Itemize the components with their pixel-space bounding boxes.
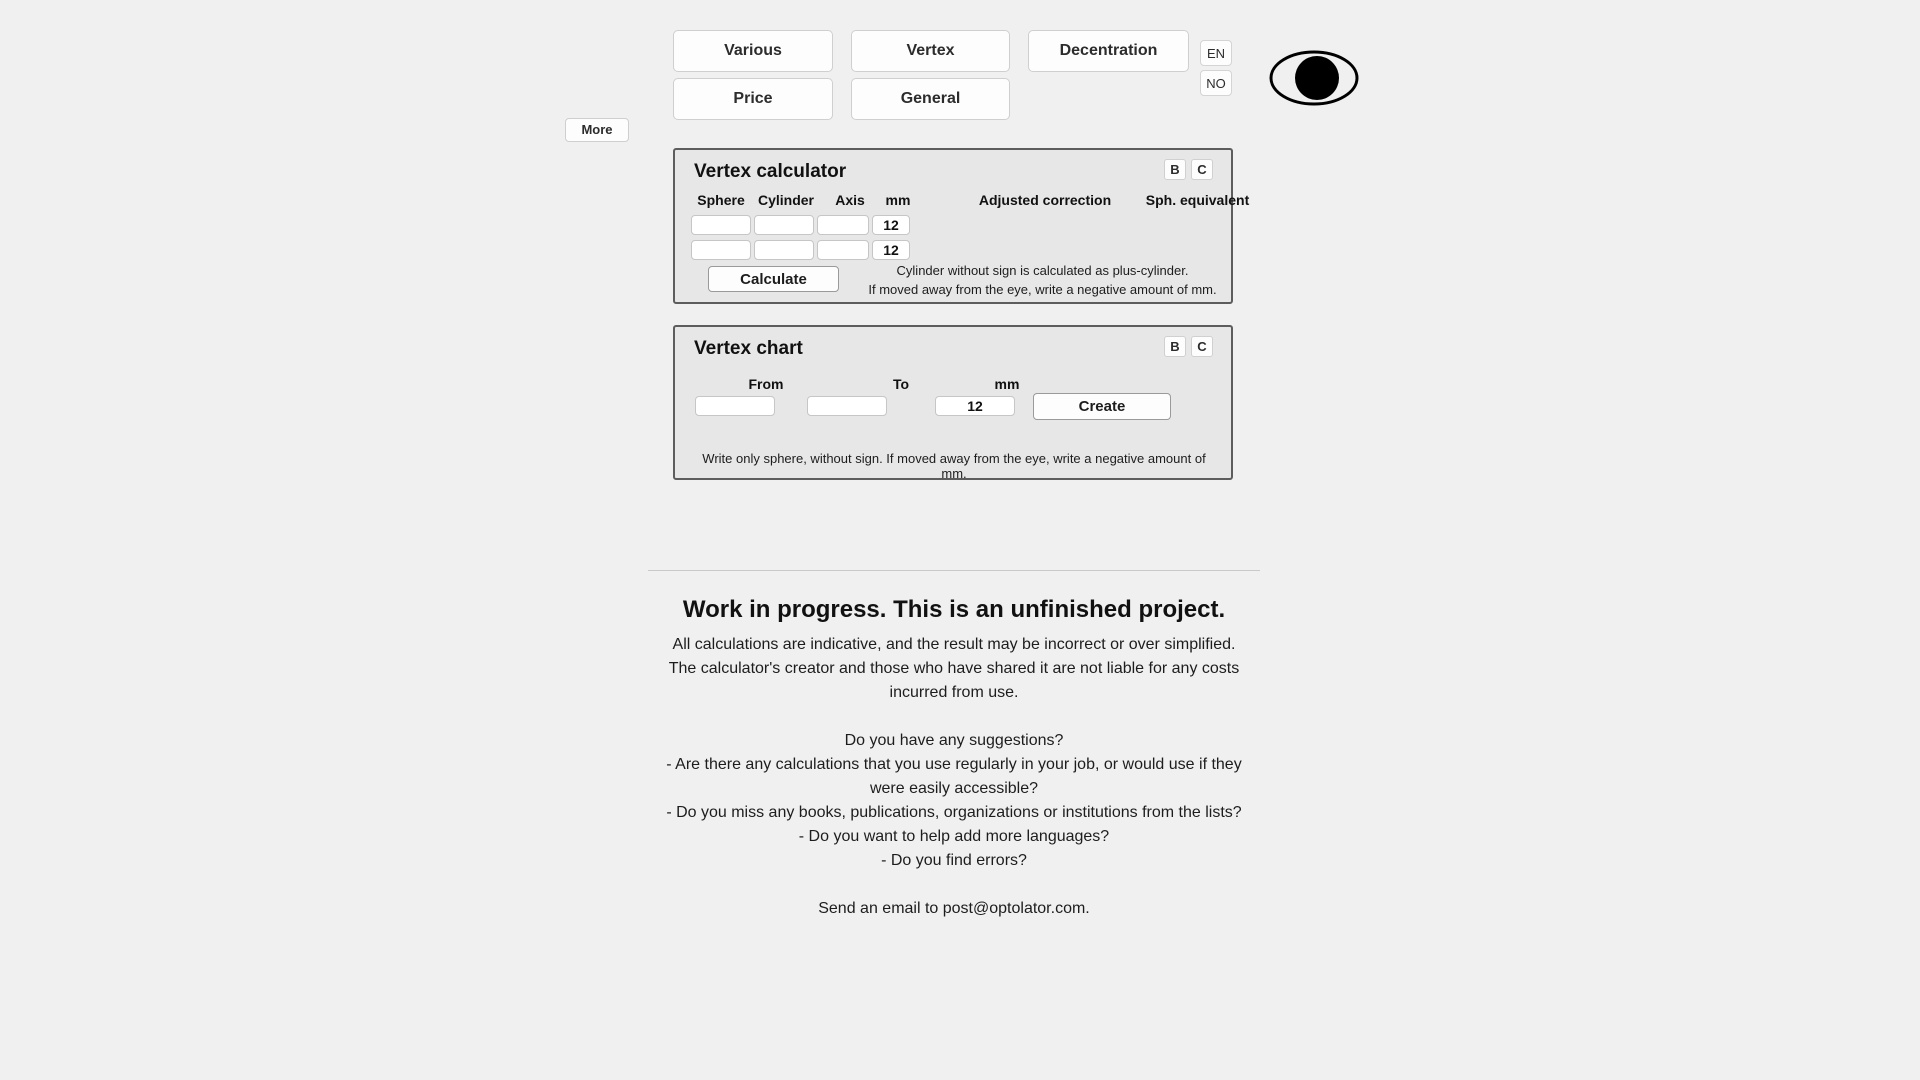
column-header-adjusted-correction: Adjusted correction bbox=[978, 192, 1112, 208]
footer-disclaimer-line-2: The calculator's creator and those who have shared it are not liable for any costs bbox=[668, 660, 1240, 677]
tab-general[interactable]: General bbox=[851, 78, 1010, 120]
vertex-chart-panel bbox=[673, 325, 1233, 480]
footer-spacer-1 bbox=[650, 705, 1258, 729]
column-header-cylinder: Cylinder bbox=[757, 192, 814, 208]
category-tabs-row-1 bbox=[673, 30, 1189, 72]
column-header-to: To bbox=[892, 376, 910, 392]
vertex-calculator-note-line-1: Cylinder without sign is calculated as plus-cylinder. bbox=[896, 263, 1189, 278]
footer-spacer-2 bbox=[650, 873, 1258, 897]
vertex-calculator-column-headers bbox=[675, 192, 1250, 210]
cylinder-input-row2[interactable] bbox=[754, 240, 814, 260]
create-button[interactable]: Create bbox=[1033, 393, 1171, 420]
vertex-chart-toggle-b[interactable]: B bbox=[1164, 336, 1186, 357]
vertex-chart-note: Write only sphere, without sign. If moved away from the eye, write a negative amount of mm. bbox=[702, 451, 1206, 481]
footer-suggestion-1a: - Are there any calculations that you use regularly in your job, or would use if they bbox=[666, 756, 1242, 773]
top-navigation bbox=[0, 0, 1920, 150]
footer-contact: Send an email to post@optolator.com. bbox=[818, 900, 1090, 917]
axis-input-row2[interactable] bbox=[817, 240, 869, 260]
chart-mm-input[interactable] bbox=[935, 396, 1015, 416]
footer-suggestion-1b: were easily accessible? bbox=[869, 780, 1039, 797]
language-switcher bbox=[1200, 40, 1232, 96]
vertex-chart-toggle-c[interactable]: C bbox=[1191, 336, 1213, 357]
mm-input-row2[interactable] bbox=[872, 240, 910, 260]
vertex-chart-toggles bbox=[1164, 336, 1213, 357]
mm-input-row1[interactable] bbox=[872, 215, 910, 235]
vertex-calculator-title: Vertex calculator bbox=[694, 161, 847, 182]
footer-heading: Work in progress. This is an unfinished project. bbox=[682, 596, 1226, 623]
tab-price[interactable]: Price bbox=[673, 78, 833, 120]
eye-icon bbox=[1268, 48, 1360, 108]
vertex-chart-title: Vertex chart bbox=[694, 338, 803, 359]
footer-suggestions-intro: Do you have any suggestions? bbox=[844, 732, 1064, 749]
language-button-no[interactable]: NO bbox=[1200, 70, 1232, 96]
column-header-sphere: Sphere bbox=[697, 192, 745, 208]
tab-decentration[interactable]: Decentration bbox=[1028, 30, 1189, 72]
calculate-button[interactable]: Calculate bbox=[708, 266, 839, 292]
footer-disclaimer-line-3: incurred from use. bbox=[889, 684, 1019, 701]
language-button-en[interactable]: EN bbox=[1200, 40, 1232, 66]
more-button[interactable]: More bbox=[565, 118, 629, 142]
to-input[interactable] bbox=[807, 396, 887, 416]
vertex-calculator-notes bbox=[860, 261, 1225, 299]
column-header-from: From bbox=[748, 376, 784, 392]
axis-input-row1[interactable] bbox=[817, 215, 869, 235]
tab-vertex[interactable]: Vertex bbox=[851, 30, 1010, 72]
column-header-axis: Axis bbox=[835, 192, 865, 208]
vertex-calculator-toggle-b[interactable]: B bbox=[1164, 159, 1186, 180]
footer-suggestion-2: - Do you miss any books, publications, organizations or institutions from the lists? bbox=[666, 804, 1242, 821]
vertex-calculator-panel bbox=[673, 148, 1250, 304]
sphere-input-row2[interactable] bbox=[691, 240, 751, 260]
cylinder-input-row1[interactable] bbox=[754, 215, 814, 235]
column-header-chart-mm: mm bbox=[994, 376, 1020, 392]
sphere-input-row1[interactable] bbox=[691, 215, 751, 235]
category-tabs bbox=[673, 30, 1189, 120]
footer-divider bbox=[648, 570, 1260, 571]
footer-suggestion-3: - Do you want to help add more languages? bbox=[798, 828, 1110, 845]
column-header-sph-equivalent: Sph. equivalent bbox=[1145, 192, 1250, 208]
vertex-calculator-toggle-c[interactable]: C bbox=[1191, 159, 1213, 180]
footer bbox=[650, 595, 1258, 921]
footer-suggestion-4: - Do you find errors? bbox=[881, 852, 1027, 869]
category-tabs-row-2 bbox=[673, 78, 1189, 120]
vertex-chart-column-headers bbox=[675, 376, 1231, 394]
vertex-calculator-toggles bbox=[1164, 159, 1213, 180]
tab-various[interactable]: Various bbox=[673, 30, 833, 72]
from-input[interactable] bbox=[695, 396, 775, 416]
column-header-mm: mm bbox=[885, 192, 911, 208]
vertex-calculator-note-line-2: If moved away from the eye, write a negative amount of mm. bbox=[868, 282, 1217, 297]
footer-disclaimer-line-1: All calculations are indicative, and the result may be incorrect or over simplified. bbox=[672, 636, 1236, 653]
